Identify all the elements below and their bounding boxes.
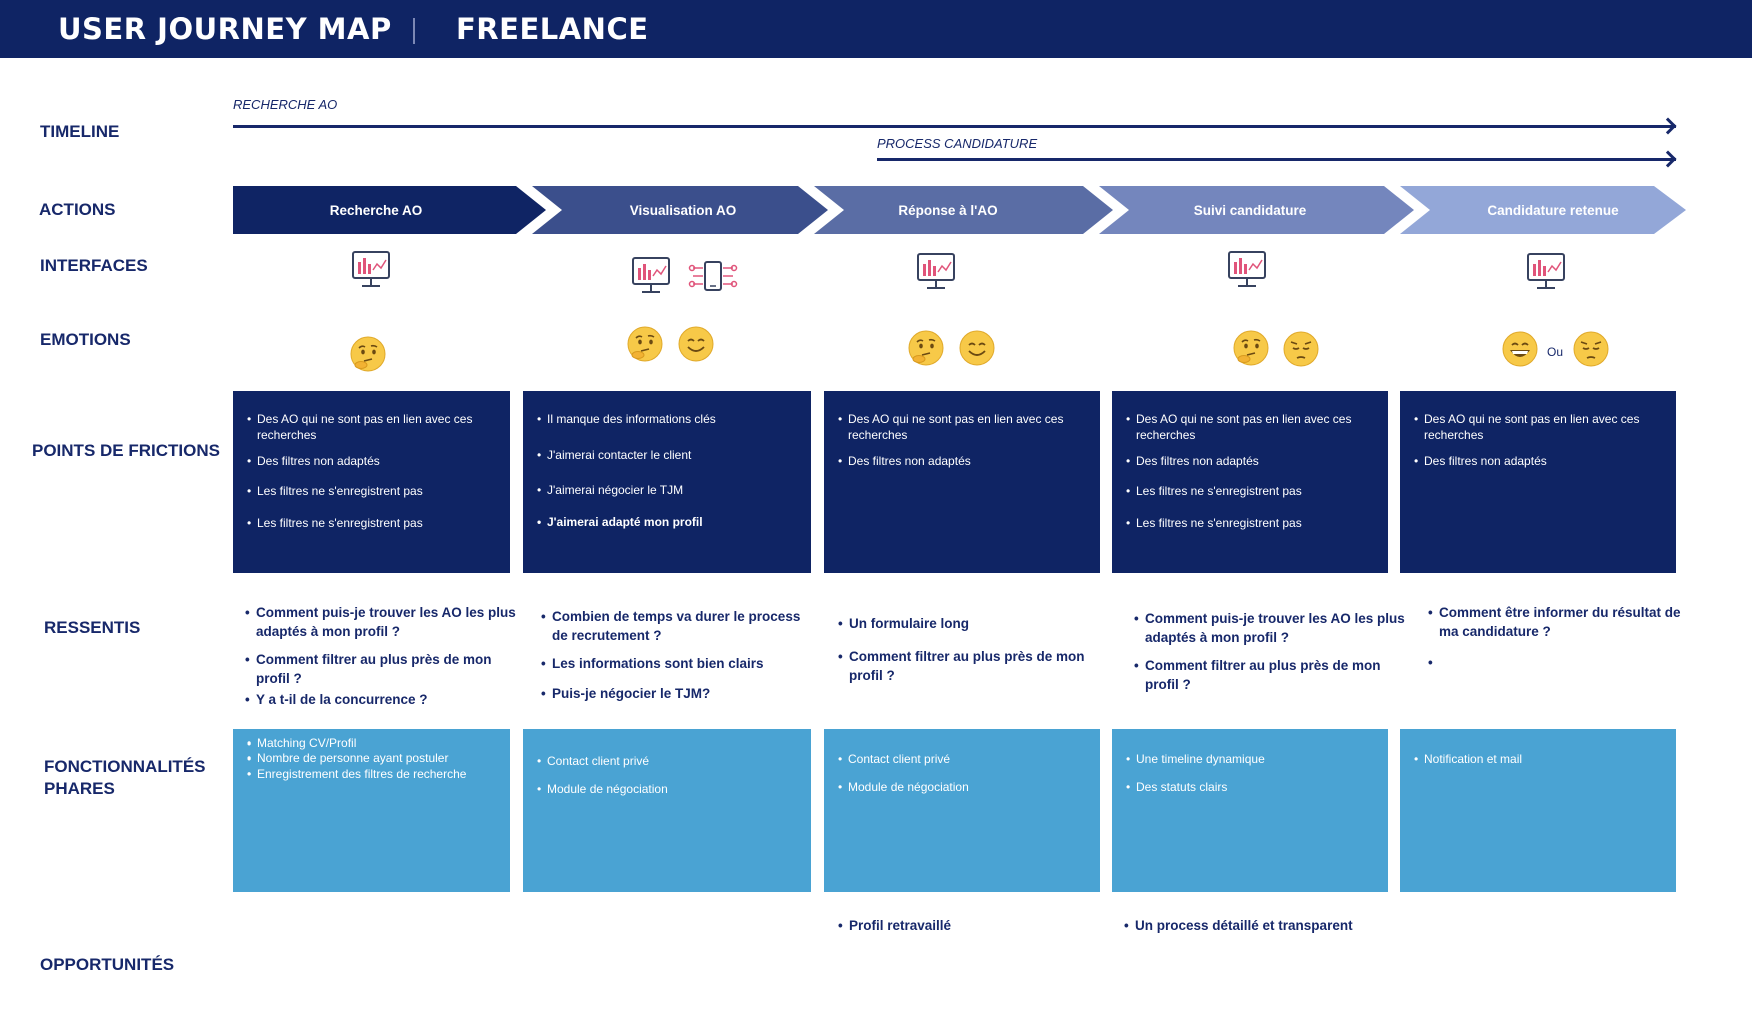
friction-item: • J'aimerai adapté mon profil <box>537 514 797 530</box>
action-label: Recherche AO <box>329 203 423 218</box>
row-label-emotions: EMOTIONS <box>40 330 131 349</box>
thinking-emoji-icon <box>627 326 663 362</box>
friction-card <box>233 391 510 573</box>
friction-item: • Les filtres ne s'enregistrent pas <box>247 515 496 531</box>
feature-card <box>233 729 510 892</box>
ressenti-item: • Comment puis-je trouver les AO les plus adaptés à mon profil ? <box>245 603 520 641</box>
row-label-opportunites: OPPORTUNITÉS <box>40 955 175 974</box>
opportunity-item: • Profil retravaillé <box>838 918 951 933</box>
friction-item: • Des filtres non adaptés <box>838 453 1086 469</box>
feature-item: • Une timeline dynamique <box>1126 751 1374 767</box>
feature-card <box>1112 729 1388 892</box>
desktop-icon <box>916 252 956 294</box>
feature-item: • Notification et mail <box>1414 751 1662 767</box>
row-label-timeline: TIMELINE <box>40 122 120 141</box>
action-label: Réponse à l'AO <box>898 203 998 218</box>
ressentis-column <box>1134 609 1410 694</box>
ressenti-item: • Comment filtrer au plus près de mon profil ? <box>245 650 520 688</box>
feature-item: • Contact client privé <box>537 753 797 769</box>
mobile-icon <box>688 258 738 294</box>
row-label-ressentis: RESSENTIS <box>44 618 141 637</box>
friction-item: • J'aimerai contacter le client <box>537 447 797 463</box>
desktop-icon <box>351 250 391 292</box>
feature-item: • Enregistrement des filtres de recherche <box>247 766 496 782</box>
feature-item: • Module de négociation <box>537 781 797 797</box>
friction-item: • Des filtres non adaptés <box>1126 453 1374 469</box>
desktop-icon <box>1526 252 1566 294</box>
row-label-interfaces: INTERFACES <box>40 256 148 275</box>
ressenti-item: • Comment puis-je trouver les AO les plus adaptés à mon profil ? <box>1134 609 1410 647</box>
feature-card <box>1400 729 1676 892</box>
ressentis-column <box>1428 603 1698 653</box>
row-label-frictions: POINTS DE FRICTIONS <box>32 441 220 460</box>
action-label: Visualisation AO <box>629 203 737 218</box>
opportunity-item: • Un process détaillé et transparent <box>1124 918 1353 933</box>
smiling-emoji-icon <box>678 326 714 362</box>
friction-item: • Des AO qui ne sont pas en lien avec ces recherches <box>1414 411 1662 443</box>
desktop-icon <box>1227 250 1267 292</box>
thinking-emoji-icon <box>350 336 386 372</box>
action-label: Candidature retenue <box>1487 203 1619 218</box>
ressenti-item: • Comment filtrer au plus près de mon profil ? <box>838 647 1103 685</box>
feature-item: • Nombre de personne ayant postuler <box>247 750 496 766</box>
feature-item: • Contact client privé <box>838 751 1086 767</box>
thinking-emoji-icon <box>1233 330 1269 366</box>
thinking-emoji-icon <box>908 330 944 366</box>
timeline-phase-candidature: PROCESS CANDIDATURE <box>877 136 1038 151</box>
ressentis-column <box>541 607 811 703</box>
friction-item: • Les filtres ne s'enregistrent pas <box>1126 515 1374 531</box>
pensive-emoji-icon <box>1573 331 1609 367</box>
ressenti-item: • Combien de temps va durer le process de recrutement ? <box>541 607 811 645</box>
friction-item: • Des filtres non adaptés <box>1414 453 1662 469</box>
friction-item: • Des AO qui ne sont pas en lien avec ces recherches <box>838 411 1086 443</box>
row-label-fonctionnalites: FONCTIONNALITÉS <box>44 757 206 776</box>
friction-item: • Les filtres ne s'enregistrent pas <box>247 483 496 499</box>
feature-item: • Matching CV/Profil <box>247 735 496 751</box>
ressentis-column <box>838 614 1103 685</box>
grinning-emoji-icon <box>1502 331 1538 367</box>
ressentis-column <box>245 603 520 709</box>
feature-item: • Des statuts clairs <box>1126 779 1374 795</box>
action-label: Suivi candidature <box>1193 203 1307 218</box>
friction-item: • J'aimerai négocier le TJM <box>537 482 797 498</box>
friction-card <box>824 391 1100 573</box>
friction-item: • Il manque des informations clés <box>537 411 797 427</box>
ressenti-item: • Y a t-il de la concurrence ? <box>245 690 520 709</box>
timeline-phase-recherche: RECHERCHE AO <box>233 97 338 112</box>
ressenti-item: • Les informations sont bien clairs <box>541 654 811 673</box>
row-label-phares: PHARES <box>44 779 115 798</box>
ressenti-item: • Comment être informer du résultat de ma candidature ? <box>1428 603 1698 641</box>
feature-card <box>824 729 1100 892</box>
page-title: USER JOURNEY MAP <box>58 12 392 46</box>
pensive-emoji-icon <box>1283 331 1319 367</box>
ressenti-item: • Comment filtrer au plus près de mon profil ? <box>1134 656 1410 694</box>
friction-item: • Les filtres ne s'enregistrent pas <box>1126 483 1374 499</box>
ressenti-item: • Un formulaire long <box>838 614 1103 633</box>
friction-item: • Des AO qui ne sont pas en lien avec ces recherches <box>1126 411 1374 443</box>
feature-card <box>523 729 811 892</box>
emotion-or-text: Ou <box>1547 345 1564 359</box>
ressenti-item: • Puis-je négocier le TJM? <box>541 684 811 703</box>
feature-item: • Module de négociation <box>838 779 1086 795</box>
row-label-actions: ACTIONS <box>39 200 116 219</box>
friction-card <box>523 391 811 573</box>
smiling-emoji-icon <box>959 330 995 366</box>
page-subtitle: FREELANCE <box>456 12 649 46</box>
desktop-icon <box>631 256 671 298</box>
friction-item: • Des AO qui ne sont pas en lien avec ces recherches <box>247 411 496 443</box>
friction-card <box>1400 391 1676 573</box>
friction-item: • Des filtres non adaptés <box>247 453 496 469</box>
friction-card <box>1112 391 1388 573</box>
